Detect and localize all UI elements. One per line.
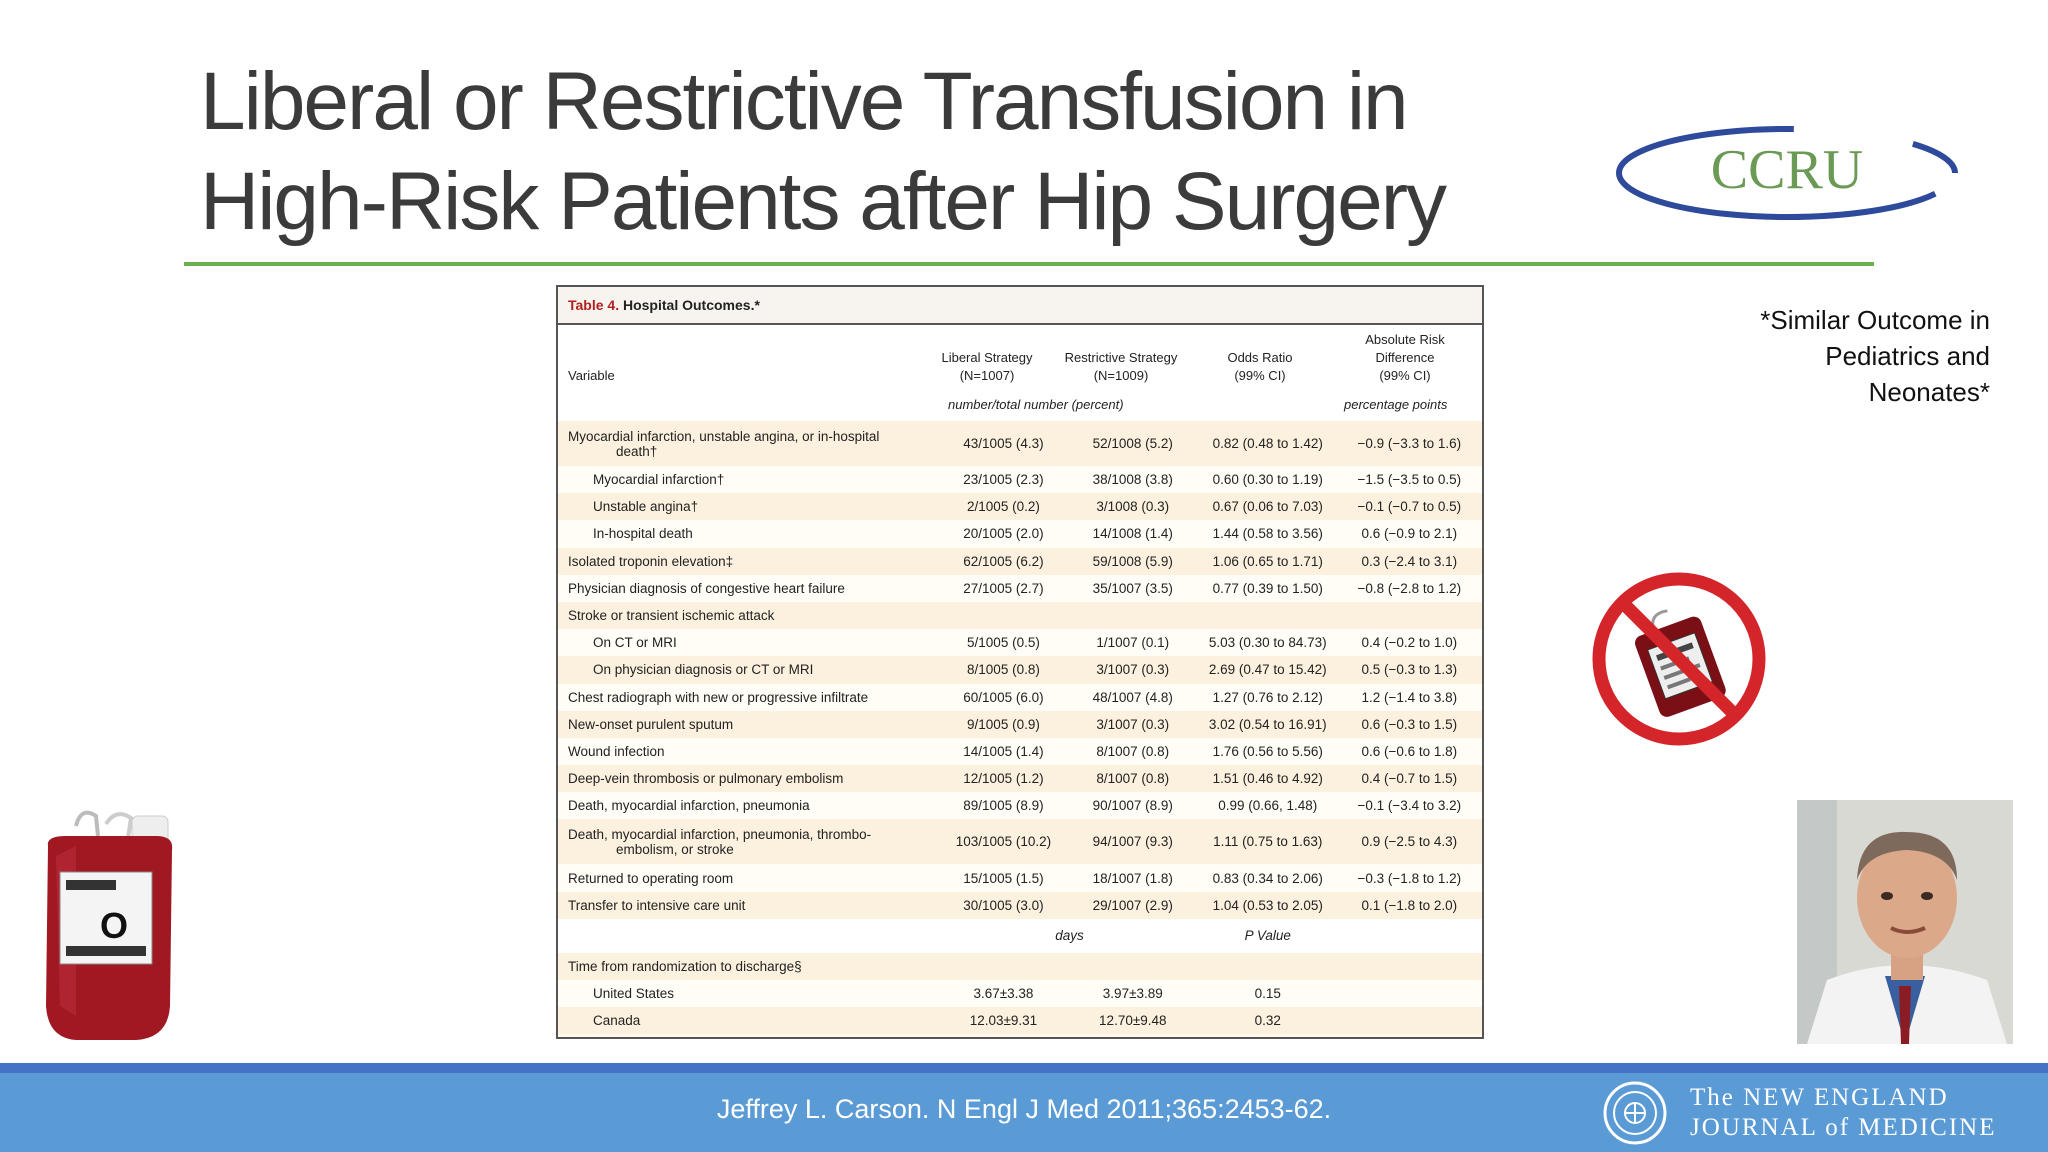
cell-odds-ratio: 1.51 (0.46 to 4.92): [1199, 765, 1337, 792]
cell-risk-difference: 0.6 (−0.9 to 2.1): [1337, 520, 1482, 547]
cell-odds-ratio: [1199, 602, 1337, 629]
cell-risk-difference: −0.9 (−3.3 to 1.6): [1337, 421, 1482, 466]
table-row: [558, 711, 1482, 738]
cell-liberal: 89/1005 (8.9): [940, 792, 1067, 819]
row-label: Chest radiograph with new or progressive infiltrate: [558, 684, 940, 711]
table-row: [558, 1007, 1482, 1034]
table-row: [558, 864, 1482, 891]
side-note-line-3: Neonates*: [1868, 377, 1990, 407]
row-label: Canada: [558, 1007, 940, 1034]
cell-restrictive: 48/1007 (4.8): [1067, 684, 1199, 711]
cell-odds-ratio: 0.83 (0.34 to 2.06): [1199, 864, 1337, 891]
cell-risk-difference: 0.9 (−2.5 to 4.3): [1337, 819, 1482, 864]
header-odds-ratio: Odds Ratio (99% CI): [1227, 350, 1293, 383]
row-label: New-onset purulent sputum: [558, 711, 940, 738]
row-label: Myocardial infarction†: [558, 466, 940, 493]
table-title: Hospital Outcomes.*: [622, 297, 760, 313]
cell-odds-ratio: 2.69 (0.47 to 15.42): [1199, 656, 1337, 683]
nejm-seal-icon: [1602, 1080, 1668, 1146]
table-caption: [558, 287, 1482, 325]
nejm-logo-text: [1690, 1083, 1997, 1143]
cell-odds-ratio: 0.82 (0.48 to 1.42): [1199, 421, 1337, 466]
cell-odds-ratio: 1.11 (0.75 to 1.63): [1199, 819, 1337, 864]
slide-title: [200, 52, 1500, 252]
cell-liberal: 20/1005 (2.0): [940, 520, 1067, 547]
blood-type-label: O: [99, 905, 129, 946]
slide-title-line-2: High-Risk Patients after Hip Surgery: [200, 156, 1446, 247]
side-note-line-1: *Similar Outcome in: [1760, 305, 1990, 335]
table-row: [558, 629, 1482, 656]
cell-odds-ratio: 0.60 (0.30 to 1.19): [1199, 466, 1337, 493]
side-note-line-2: Pediatrics and: [1825, 341, 1990, 371]
cell-odds-ratio: 0.77 (0.39 to 1.50): [1199, 575, 1337, 602]
cell-risk-difference: 1.2 (−1.4 to 3.8): [1337, 684, 1482, 711]
subheader-days: days: [940, 919, 1199, 953]
cell-risk-difference: −0.1 (−3.4 to 3.2): [1337, 792, 1482, 819]
row-label: Unstable angina†: [558, 493, 940, 520]
cell-liberal: 2/1005 (0.2): [940, 493, 1067, 520]
table-row: [558, 738, 1482, 765]
table-header: [558, 325, 1482, 421]
header-liberal: Liberal Strategy (N=1007): [941, 350, 1033, 383]
cell-restrictive: 3/1007 (0.3): [1067, 656, 1199, 683]
cell-p-value: 0.15: [1199, 980, 1337, 1007]
table-subheader-row: [558, 919, 1482, 953]
cell-odds-ratio: 1.76 (0.56 to 5.56): [1199, 738, 1337, 765]
cell-odds-ratio: 1.04 (0.53 to 2.05): [1199, 892, 1337, 919]
row-label: United States: [558, 980, 940, 1007]
cell-liberal: 30/1005 (3.0): [940, 892, 1067, 919]
row-label: In-hospital death: [558, 520, 940, 547]
table-row: [558, 575, 1482, 602]
cell-risk-difference: 0.5 (−0.3 to 1.3): [1337, 656, 1482, 683]
cell-p-value: 0.32: [1199, 1007, 1337, 1034]
cell-risk-difference: −1.5 (−3.5 to 0.5): [1337, 466, 1482, 493]
cell-liberal: 27/1005 (2.7): [940, 575, 1067, 602]
cell-odds-ratio: 1.27 (0.76 to 2.12): [1199, 684, 1337, 711]
row-label: On physician diagnosis or CT or MRI: [558, 656, 940, 683]
cell-restrictive: 90/1007 (8.9): [1067, 792, 1199, 819]
nejm-line-2: JOURNAL of MEDICINE: [1690, 1114, 1997, 1141]
header-risk-difference: Absolute Risk Difference (99% CI): [1365, 332, 1445, 383]
side-note: [1650, 302, 1990, 410]
table-row: [558, 548, 1482, 575]
discharge-label: Time from randomization to discharge§: [558, 953, 940, 980]
cell-restrictive: 52/1008 (5.2): [1067, 421, 1199, 466]
cell-risk-difference: −0.1 (−0.7 to 0.5): [1337, 493, 1482, 520]
cell-restrictive: 3.97±3.89: [1067, 980, 1199, 1007]
cell-restrictive: 38/1008 (3.8): [1067, 466, 1199, 493]
cell-restrictive: 14/1008 (1.4): [1067, 520, 1199, 547]
title-divider: [184, 262, 1874, 266]
cell-risk-difference: 0.6 (−0.3 to 1.5): [1337, 711, 1482, 738]
header-variable: Variable: [568, 368, 615, 383]
table-row: [558, 892, 1482, 919]
cell-restrictive: 12.70±9.48: [1067, 1007, 1199, 1034]
no-transfusion-icon: [1588, 568, 1770, 750]
table-row: [558, 466, 1482, 493]
cell-restrictive: 8/1007 (0.8): [1067, 738, 1199, 765]
ccru-logo: [1614, 118, 1960, 228]
row-label: Transfer to intensive care unit: [558, 892, 940, 919]
table-row: [558, 792, 1482, 819]
cell-restrictive: 94/1007 (9.3): [1067, 819, 1199, 864]
cell-odds-ratio: 0.99 (0.66, 1.48): [1199, 792, 1337, 819]
blood-bag-image: [36, 806, 186, 1046]
cell-restrictive: 18/1007 (1.8): [1067, 864, 1199, 891]
cell-liberal: 9/1005 (0.9): [940, 711, 1067, 738]
row-label: Myocardial infarction, unstable angina, or in-hospital death†: [558, 421, 940, 466]
cell-liberal: 5/1005 (0.5): [940, 629, 1067, 656]
table-row: [558, 520, 1482, 547]
cell-liberal: 60/1005 (6.0): [940, 684, 1067, 711]
cell-odds-ratio: 0.67 (0.06 to 7.03): [1199, 493, 1337, 520]
cell-restrictive: 3/1007 (0.3): [1067, 711, 1199, 738]
slide-title-line-1: Liberal or Restrictive Transfusion in: [200, 56, 1407, 147]
nejm-line-1: The NEW ENGLAND: [1690, 1084, 1949, 1111]
table-number: Table 4.: [568, 297, 620, 313]
row-label: Isolated troponin elevation‡: [558, 548, 940, 575]
units-counts: number/total number (percent): [948, 397, 1124, 412]
cell-liberal: 43/1005 (4.3): [940, 421, 1067, 466]
table-row: [558, 493, 1482, 520]
subheader-p-value: P Value: [1199, 919, 1337, 953]
row-label: Death, myocardial infarction, pneumonia, thrombo- embolism, or stroke: [558, 819, 940, 864]
cell-risk-difference: 0.4 (−0.2 to 1.0): [1337, 629, 1482, 656]
row-label: Stroke or transient ischemic attack: [558, 602, 940, 629]
row-label: Death, myocardial infarction, pneumonia: [558, 792, 940, 819]
cell-odds-ratio: 5.03 (0.30 to 84.73): [1199, 629, 1337, 656]
header-restrictive: Restrictive Strategy (N=1009): [1064, 350, 1178, 383]
cell-odds-ratio: 1.44 (0.58 to 3.56): [1199, 520, 1337, 547]
footer-accent-line: [0, 1063, 2048, 1073]
cell-restrictive: [1067, 602, 1199, 629]
cell-liberal: 103/1005 (10.2): [940, 819, 1067, 864]
cell-liberal: [940, 602, 1067, 629]
cell-liberal: 12.03±9.31: [940, 1007, 1067, 1034]
cell-risk-difference: [1337, 602, 1482, 629]
table-row: [558, 684, 1482, 711]
row-label: On CT or MRI: [558, 629, 940, 656]
cell-liberal: 23/1005 (2.3): [940, 466, 1067, 493]
cell-odds-ratio: 3.02 (0.54 to 16.91): [1199, 711, 1337, 738]
units-percentage-points: percentage points: [1344, 397, 1448, 412]
cell-risk-difference: 0.1 (−1.8 to 2.0): [1337, 892, 1482, 919]
table-row: [558, 953, 1482, 980]
outcomes-table-body: [558, 421, 1482, 1034]
cell-liberal: 15/1005 (1.5): [940, 864, 1067, 891]
table-row: [558, 765, 1482, 792]
row-label: Deep-vein thrombosis or pulmonary embolism: [558, 765, 940, 792]
outcomes-table: [556, 285, 1484, 1039]
cell-restrictive: 1/1007 (0.1): [1067, 629, 1199, 656]
row-label: Physician diagnosis of congestive heart failure: [558, 575, 940, 602]
table-row: [558, 602, 1482, 629]
cell-liberal: 12/1005 (1.2): [940, 765, 1067, 792]
cell-liberal: 3.67±3.38: [940, 980, 1067, 1007]
citation: Jeffrey L. Carson. N Engl J Med 2011;365:2453-62.: [716, 1094, 1332, 1124]
cell-restrictive: 35/1007 (3.5): [1067, 575, 1199, 602]
cell-odds-ratio: 1.06 (0.65 to 1.71): [1199, 548, 1337, 575]
cell-risk-difference: −0.8 (−2.8 to 1.2): [1337, 575, 1482, 602]
cell-restrictive: 8/1007 (0.8): [1067, 765, 1199, 792]
cell-restrictive: 29/1007 (2.9): [1067, 892, 1199, 919]
row-label: Wound infection: [558, 738, 940, 765]
table-row: [558, 656, 1482, 683]
cell-liberal: 62/1005 (6.2): [940, 548, 1067, 575]
cell-restrictive: 59/1008 (5.9): [1067, 548, 1199, 575]
cell-liberal: 14/1005 (1.4): [940, 738, 1067, 765]
cell-risk-difference: 0.6 (−0.6 to 1.8): [1337, 738, 1482, 765]
table-row: [558, 421, 1482, 466]
cell-restrictive: 3/1008 (0.3): [1067, 493, 1199, 520]
row-label: Returned to operating room: [558, 864, 940, 891]
cell-liberal: 8/1005 (0.8): [940, 656, 1067, 683]
cell-risk-difference: 0.3 (−2.4 to 3.1): [1337, 548, 1482, 575]
table-row: [558, 819, 1482, 864]
cell-risk-difference: −0.3 (−1.8 to 1.2): [1337, 864, 1482, 891]
author-portrait: [1797, 800, 2013, 1044]
cell-risk-difference: 0.4 (−0.7 to 1.5): [1337, 765, 1482, 792]
ccru-logo-text: CCRU: [1710, 139, 1864, 201]
table-row: [558, 980, 1482, 1007]
